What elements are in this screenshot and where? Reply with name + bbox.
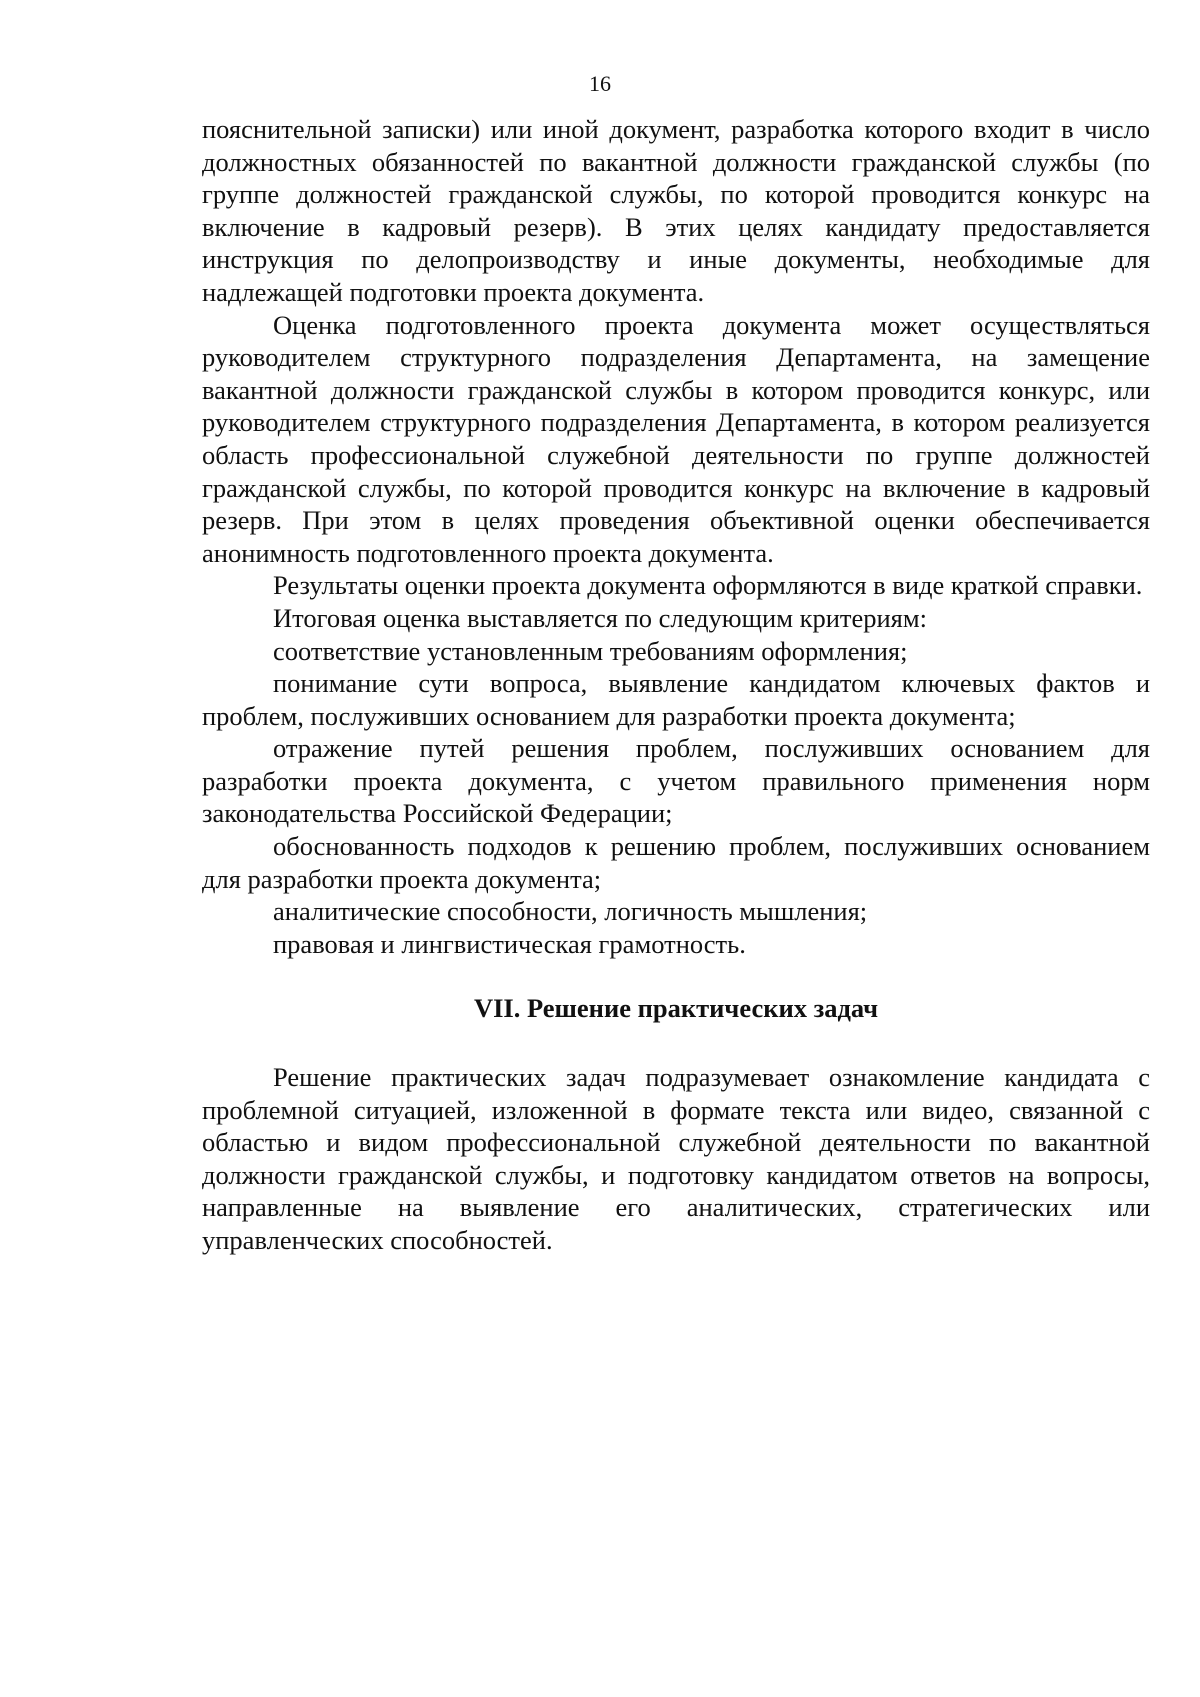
paragraph-evaluation: Оценка подготовленного проекта документа может осуществляться руководителем структурного подразделения Департамента, на замещение вакантной должности гражданской службы в котором проводится конкурс, или руководителем структурного подразделения Департамента, в котором реализуется область профессиональной служебной деятельности по группе должностей гражданской службы, по которой проводится конкурс на включение в кадровый резерв. При этом в целях проведения объективной оценки обеспечивается анонимность подготовленного проекта документа. bbox=[202, 309, 1150, 568]
page-number: 16 bbox=[589, 71, 611, 96]
criterion-item: отражение путей решения проблем, послуживших основанием для разработки проекта документа, с учетом правильного применения норм законодательства Российской Федерации; bbox=[202, 733, 1150, 829]
criterion-item: обоснованность подходов к решению проблем, послуживших основанием для разработки проекта документа; bbox=[202, 831, 1150, 894]
section-paragraph: Решение практических задач подразумевает ознакомление кандидата с проблемной ситуацией, изложенной в формате текста или видео, связанной с областью и видом профессиональной служебной деятельности по вакантной должности гражданской службы, и подготовку кандидатом ответов на вопросы, направленные на выявление его аналитических, стратегических или управленческих способностей. bbox=[202, 1062, 1150, 1255]
criterion-item: правовая и лингвистическая грамотность. bbox=[273, 928, 746, 959]
criterion-item: аналитические способности, логичность мышления; bbox=[273, 896, 868, 927]
criterion-item: соответствие установленным требованиям оформления; bbox=[273, 635, 908, 666]
section-heading: VII. Решение практических задач bbox=[473, 993, 879, 1024]
document-body bbox=[202, 113, 1150, 1257]
paragraph-results: Результаты оценки проекта документа оформляются в виде краткой справки. bbox=[273, 570, 1143, 601]
criterion-item: понимание сути вопроса, выявление кандидатом ключевых фактов и проблем, послуживших основанием для разработки проекта документа; bbox=[202, 668, 1150, 731]
paragraph-continuation: пояснительной записки) или иной документ, разработка которого входит в число должностных обязанностей по вакантной должности гражданской службы (по группе должностей гражданской службы, по которой проводится конкурс на включение в кадровый резерв). В этих целях кандидату предоставляется инструкция по делопроизводству и иные документы, необходимые для надлежащей подготовки проекта документа. bbox=[202, 114, 1150, 307]
paragraph-criteria-intro: Итоговая оценка выставляется по следующим критериям: bbox=[273, 602, 927, 633]
